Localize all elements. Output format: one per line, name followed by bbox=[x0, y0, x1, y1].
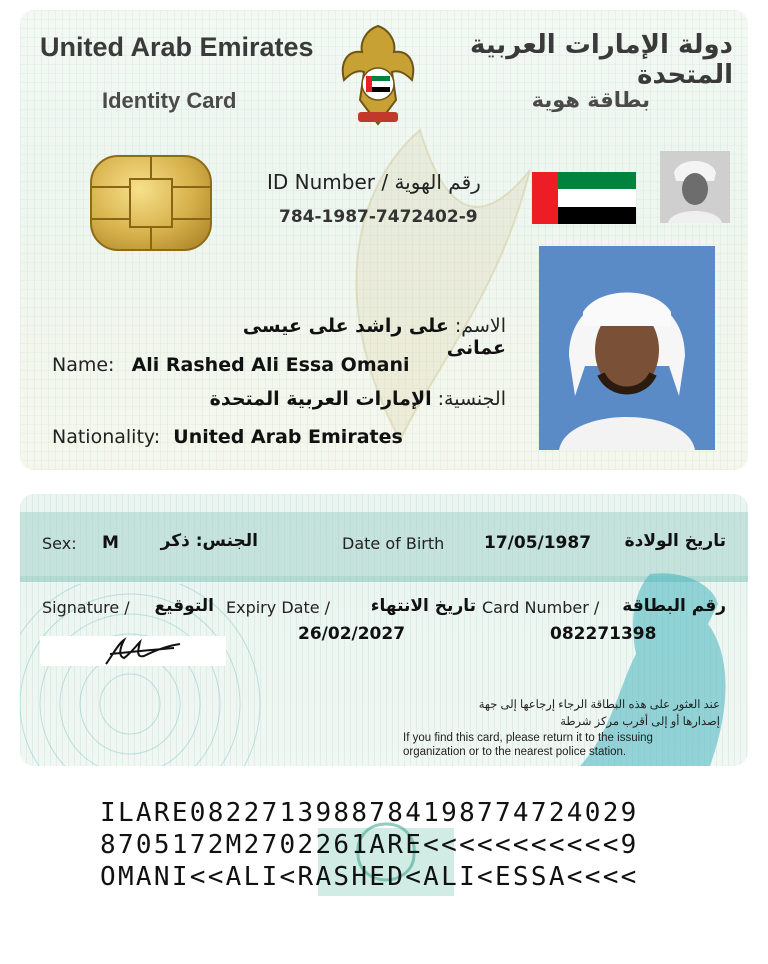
mrz-line-2: 8705172M2702261ARE<<<<<<<<<<<9 bbox=[100, 830, 639, 860]
notice-en-line2: organization or to the nearest police station. bbox=[403, 746, 627, 758]
id-number-label: ID Number / رقم الهوية bbox=[267, 170, 481, 194]
card-title-en: United Arab Emirates bbox=[40, 32, 314, 62]
name-ar-row bbox=[206, 315, 506, 359]
signature-ar: التوقيع bbox=[154, 596, 214, 616]
expiry-value: 26/02/2027 bbox=[298, 624, 406, 644]
id-card-front bbox=[20, 10, 748, 470]
notice-ar-line2: إصدارها أو إلى أقرب مركز شرطة bbox=[560, 716, 720, 728]
notice-en-line1: If you find this card, please return it to the issuing bbox=[403, 732, 653, 744]
dob-value: 17/05/1987 bbox=[484, 533, 592, 553]
falcon-watermark bbox=[290, 110, 550, 470]
expiry-ar: تاريخ الانتهاء bbox=[370, 596, 476, 616]
notice-ar-line1: عند العثور على هذه البطاقة الرجاء إرجاعها إلى جهة bbox=[478, 699, 720, 711]
card-number-ar: رقم البطاقة bbox=[622, 596, 726, 616]
card-subtitle-ar: بطاقة هوية bbox=[531, 88, 650, 112]
id-card-back bbox=[20, 494, 748, 766]
dob-label: Date of Birth bbox=[342, 534, 445, 553]
nationality-en-row bbox=[52, 426, 403, 448]
nationality-ar-label: الجنسية: bbox=[437, 388, 506, 410]
nationality-ar-value: الإمارات العربية المتحدة bbox=[209, 388, 432, 410]
uae-emblem-icon bbox=[336, 20, 420, 130]
signature-box bbox=[40, 636, 226, 666]
signature-label: Signature / bbox=[42, 598, 130, 617]
card-number-label: Card Number / bbox=[482, 598, 600, 617]
dob-ar: تاريخ الولادة bbox=[624, 531, 726, 551]
card-number-value: 082271398 bbox=[550, 624, 657, 644]
sex-value: M bbox=[102, 533, 119, 553]
nationality-en-value: United Arab Emirates bbox=[173, 426, 403, 448]
ghost-photo bbox=[660, 151, 730, 223]
mrz-line-1: ILARE0822713988784198774724029 bbox=[100, 798, 639, 828]
name-en-label: Name: bbox=[52, 354, 115, 376]
mrz-line-3: OMANI<<ALI<RASHED<ALI<ESSA<<<< bbox=[100, 862, 639, 892]
uae-flag-icon bbox=[532, 172, 636, 224]
name-en-value: Ali Rashed Ali Essa Omani bbox=[131, 354, 410, 376]
name-ar-label: الاسم: bbox=[454, 315, 506, 337]
expiry-label: Expiry Date / bbox=[226, 598, 331, 617]
card-title-ar: دولة الإمارات العربية المتحدة bbox=[470, 30, 733, 90]
sex-label: Sex: bbox=[42, 534, 77, 553]
signature-mark bbox=[40, 636, 226, 666]
nationality-ar-row bbox=[206, 388, 506, 410]
id-number-value: 784-1987-7472402-9 bbox=[279, 207, 478, 227]
holder-photo bbox=[539, 246, 715, 450]
nationality-en-label: Nationality: bbox=[52, 426, 161, 448]
name-ar-value: على راشد على عيسى عمانى bbox=[242, 315, 506, 359]
smart-chip-icon bbox=[90, 155, 212, 251]
name-en-row bbox=[52, 354, 409, 376]
sex-ar: الجنس: ذكر bbox=[160, 531, 258, 551]
card-subtitle-en: Identity Card bbox=[102, 88, 237, 113]
